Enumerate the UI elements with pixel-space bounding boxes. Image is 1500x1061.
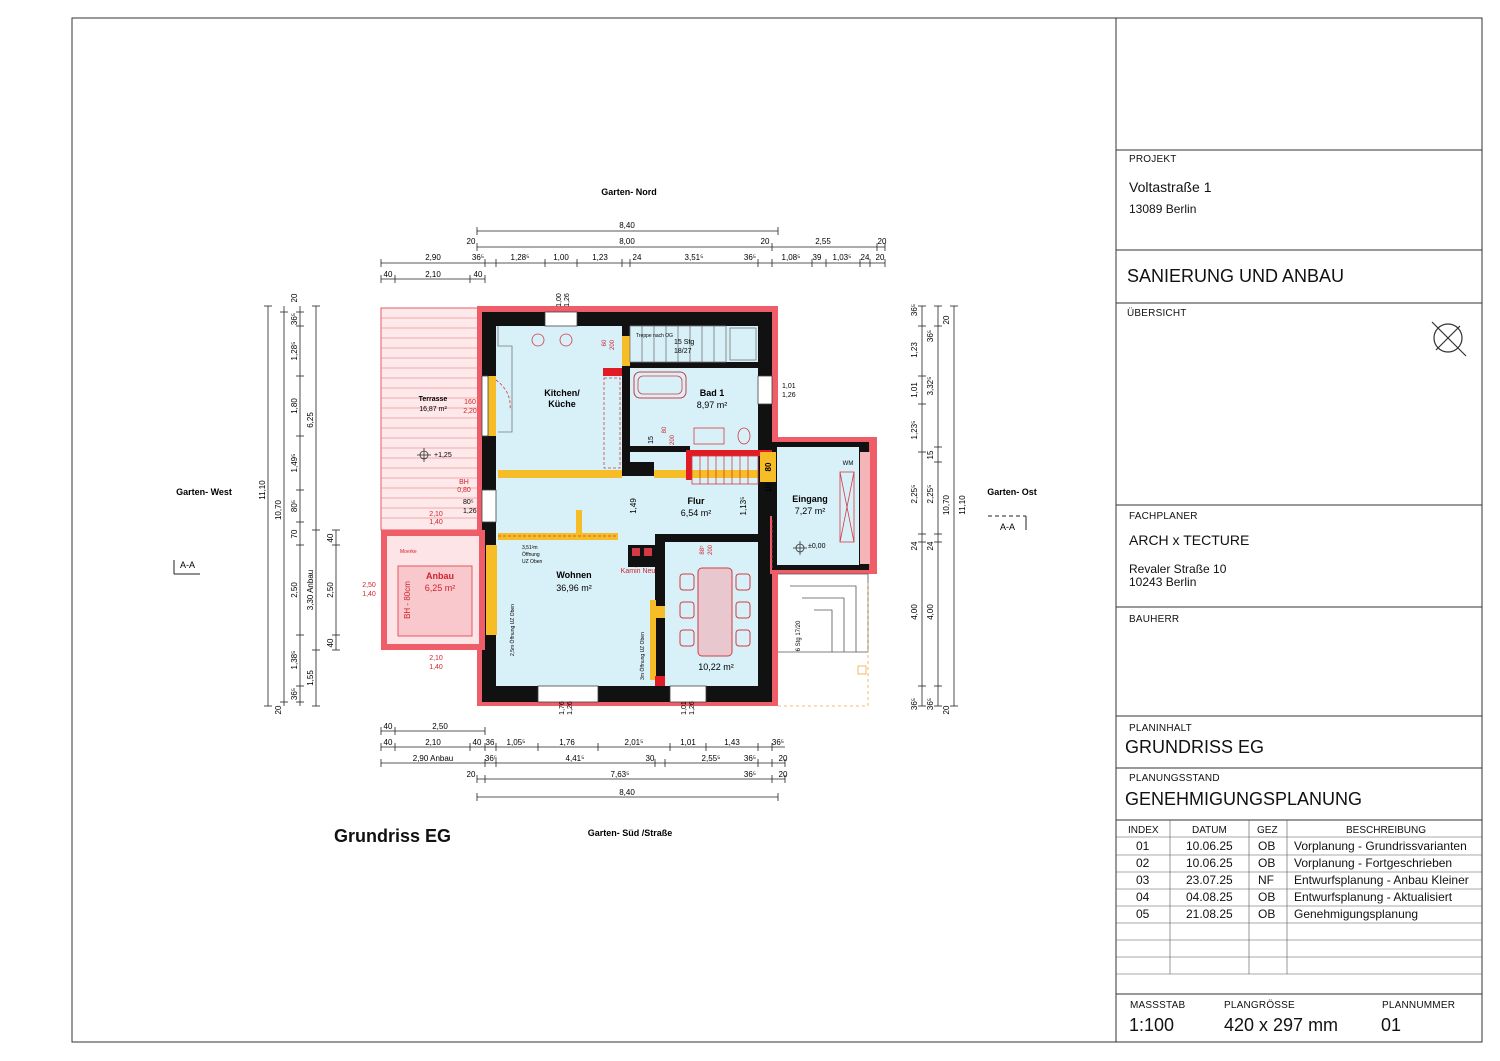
note-bh-anbau: BH - 80cm [403, 581, 412, 619]
dim-top: 24 [860, 253, 870, 262]
dim-right: 4,00 [910, 604, 919, 620]
dim-bottom: 7,63⁵ [610, 770, 630, 779]
window-label: 80 [764, 462, 773, 472]
room-name-bath: Bad 1 [699, 388, 725, 398]
window-label: 1,13⁵ [739, 496, 748, 516]
window-south-1 [538, 686, 598, 702]
room-area-flur: 6,54 m² [680, 508, 712, 518]
window-east [758, 376, 772, 404]
dim-top: 40 [473, 270, 483, 279]
room-area-terrasse: 16,87 m² [419, 406, 447, 413]
room-area-eingang: 7,27 m² [794, 506, 826, 516]
rev-index: 04 [1136, 890, 1150, 904]
dim-bottom: 36⁵ [771, 738, 785, 747]
rev-gez: OB [1258, 839, 1276, 853]
dim-left: 20 [274, 705, 283, 715]
wall-new-flur [654, 470, 758, 478]
dim-left: 36⁵ [290, 687, 299, 701]
vorhaben: SANIERUNG UND ANBAU [1127, 266, 1345, 286]
rev-desc: Vorplanung - Fortgeschrieben [1294, 856, 1453, 870]
window-label: 1,26 [564, 293, 571, 307]
projekt-city: 13089 Berlin [1129, 202, 1197, 216]
wall-new-terrace [488, 376, 496, 436]
dim-right: 20 [942, 705, 951, 715]
rev-gez: OB [1258, 890, 1276, 904]
rev-header-datum: DATUM [1192, 825, 1227, 836]
window-label: 1,40 [429, 664, 443, 671]
dim-right: 2,25⁵ [926, 484, 935, 504]
dim-left: 3,30 Anbau [306, 569, 315, 611]
dim-right: 1,23 [910, 342, 919, 358]
dim-top: 20 [877, 237, 887, 246]
window-label: 200 [670, 434, 676, 446]
dim-right: 2,25⁵ [910, 484, 919, 504]
note-treppe: Treppe nach OG [636, 333, 674, 339]
room-name-kitchen: Kitchen/ [544, 388, 580, 398]
rev-index: 02 [1136, 856, 1150, 870]
note-opening3: 3m Öffnung UZ Oben [640, 632, 646, 680]
planungsstand: GENEHMIGUNGSPLANUNG [1125, 789, 1363, 809]
dim-right: 11,10 [958, 495, 967, 515]
room-area-dining: 10,22 m² [698, 662, 734, 672]
dim-left: 80⁵ [290, 499, 299, 513]
note-smoke: Moerke [400, 549, 417, 555]
dim-left: 1,28⁵ [290, 341, 299, 361]
wall-new-stair [622, 336, 630, 366]
note-stairs-out: 6 Stg 17/20 [796, 620, 802, 652]
rev-desc: Genehmigungsplanung [1294, 907, 1419, 921]
rev-date: 04.08.25 [1186, 890, 1233, 904]
rev-desc: Entwurfsplanung - Aktualisiert [1294, 890, 1453, 904]
wall-bath-bottom [630, 446, 690, 452]
wall-red-accent [686, 450, 692, 480]
dim-top: 8,00 [619, 237, 635, 246]
column [655, 606, 665, 618]
wall-new-kitchen [498, 470, 622, 478]
rev-header-beschreibung: BESCHREIBUNG [1346, 825, 1427, 836]
planinhalt-label: PLANINHALT [1129, 723, 1192, 734]
plannummer-label: PLANNUMMER [1382, 1000, 1456, 1011]
window-west [482, 490, 496, 522]
room-name-terrasse: Terrasse [418, 396, 448, 403]
window-label: 1,00 [556, 293, 563, 307]
plangroesse-label: PLANGRÖSSE [1224, 1000, 1295, 1011]
rev-index: 01 [1136, 839, 1150, 853]
stairs-outside [778, 574, 868, 652]
note-stairs1: 15 Stg [674, 339, 695, 346]
dim-top: 1,08⁵ [781, 253, 801, 262]
wall-red-accent [655, 676, 665, 686]
dim-bottom: 2,01⁵ [624, 738, 644, 747]
window-label: 200 [610, 339, 616, 351]
rev-gez: OB [1258, 907, 1276, 921]
dim-top: 39 [812, 253, 822, 262]
window-label: 1,26 [689, 701, 696, 715]
dim-bottom: 36⁵ [743, 754, 757, 763]
dim-top: 20 [760, 237, 770, 246]
window-label: 1,01 [782, 383, 796, 390]
window-north [545, 312, 577, 326]
dim-top: 36⁵ [471, 253, 485, 262]
window-label: 2,20 [463, 408, 477, 415]
dim-bottom: 2,90 Anbau [412, 754, 454, 763]
dim-right: 20 [942, 315, 951, 325]
dim-left: 1,49⁵ [290, 453, 299, 473]
window-label: 1,40 [362, 591, 376, 598]
window-label: 1,49 [629, 498, 638, 514]
massstab: 1:100 [1129, 1015, 1175, 1035]
dim-bottom: 1,05⁵ [506, 738, 526, 747]
dim-left: 11,10 [258, 480, 267, 500]
dim-bottom: 40 [383, 738, 393, 747]
dim-right: 36⁵ [926, 697, 935, 711]
rev-index: 05 [1136, 907, 1150, 921]
dim-right: 4,00 [926, 604, 935, 620]
window-label: 15 [648, 436, 655, 444]
dining-table [698, 568, 732, 656]
note-stairs2: 18/27 [674, 348, 692, 355]
door-terrace [482, 376, 488, 436]
label-north: Garten- Nord [601, 187, 657, 197]
dim-left: 6,25 [306, 412, 315, 428]
marker [858, 666, 866, 674]
dim-bottom: 30 [645, 754, 655, 763]
dim-left: 2,50 [290, 582, 299, 598]
planinhalt: GRUNDRISS EG [1125, 737, 1265, 757]
dim-top: 24 [632, 253, 642, 262]
dim-top: 1,00 [553, 253, 569, 262]
window-south-2 [670, 686, 706, 702]
note-wm: WM [842, 461, 854, 467]
rev-date: 10.06.25 [1186, 839, 1233, 853]
window-label: 88⁵ [700, 545, 706, 555]
note-opening2: 2,5m Öffnung UZ Oben [510, 604, 516, 656]
dim-right: 24 [910, 541, 919, 551]
dim-bottom: 1,76 [559, 738, 575, 747]
dim-right: 36⁵ [910, 697, 919, 711]
dim-left: 2,50 [326, 582, 335, 598]
dim-bottom: 20 [778, 770, 788, 779]
kamin-detail [644, 548, 652, 556]
rev-gez: NF [1258, 873, 1274, 887]
dim-left: 40 [326, 638, 335, 648]
room-name-wohnen: Wohnen [556, 570, 592, 580]
wall-bath-top [622, 362, 758, 368]
note-opening1: 3,51²m [522, 545, 538, 551]
rev-date: 23.07.25 [1186, 873, 1233, 887]
outline-dashed [778, 580, 868, 706]
dim-right: 36⁵ [910, 303, 919, 317]
dim-bottom: 20 [778, 754, 788, 763]
dim-left: 1,38⁵ [290, 650, 299, 670]
dim-top: 3,51⁵ [684, 253, 704, 262]
window-label: 2,10 [429, 511, 443, 518]
dim-bottom: 2,50 [432, 722, 448, 731]
dim-left: 1,55 [306, 670, 315, 686]
plangroesse: 420 x 297 mm [1224, 1015, 1339, 1035]
window-label: 60 [602, 339, 608, 347]
dim-left: 70 [290, 529, 299, 539]
dim-right: 15 [926, 450, 935, 460]
room-name-eingang: Eingang [792, 494, 828, 504]
dim-bottom: 20 [466, 770, 476, 779]
label-east: Garten- Ost [987, 487, 1037, 497]
wall-new-anbau [486, 545, 497, 635]
rev-gez: OB [1258, 856, 1276, 870]
dim-left: 36⁵ [290, 312, 299, 326]
window-label: 2,50 [362, 582, 376, 589]
section-label: A-A [180, 560, 196, 570]
note-level-terrace: +1,25 [434, 452, 452, 459]
label-west: Garten- West [176, 487, 232, 497]
rev-header-index: INDEX [1128, 825, 1159, 836]
dim-bottom: 2,10 [425, 738, 441, 747]
dim-top-total: 8,40 [619, 221, 635, 230]
dim-top: 20 [875, 253, 885, 262]
dim-left: 20 [290, 293, 299, 303]
wall-new-stub [576, 510, 582, 536]
window-label: 80⁵ [463, 499, 474, 506]
projekt-label: PROJEKT [1129, 154, 1177, 165]
dim-bottom-total: 8,40 [619, 788, 635, 797]
dim-left: 10,70 [274, 499, 283, 521]
note-kamin: Kamin Neu [620, 568, 656, 575]
note-opening1c: UZ Oben [522, 559, 543, 565]
dim-left: 1,80 [290, 398, 299, 414]
dim-top: 20 [466, 237, 476, 246]
dim-top: 36⁵ [743, 253, 757, 262]
wall-dining-top [655, 534, 758, 542]
dim-right: 24 [926, 541, 935, 551]
dim-top: 1,28⁵ [510, 253, 530, 262]
plannummer: 01 [1381, 1015, 1402, 1035]
dim-top: 40 [383, 270, 393, 279]
dim-right: 1,01 [910, 382, 919, 398]
dim-left: 40 [326, 533, 335, 543]
window-label: 1,26 [782, 392, 796, 399]
room-area-bath: 8,97 m² [696, 400, 728, 410]
uebersicht-label: ÜBERSICHT [1127, 308, 1187, 319]
fachplaner-city: 10243 Berlin [1129, 575, 1197, 589]
section-label: A-A [1000, 522, 1016, 532]
wall-new-living [498, 533, 618, 540]
room-area-wohnen: 36,96 m² [556, 583, 592, 593]
dim-top: 1,03⁵ [832, 253, 852, 262]
note-bh-val: 0,80 [457, 487, 471, 494]
window-label: 1,01 [681, 701, 688, 715]
fachplaner-label: FACHPLANER [1129, 511, 1198, 522]
dim-right: 3,32⁵ [926, 376, 935, 396]
terrace [381, 308, 481, 530]
note-opening1b: Öffnung [522, 552, 540, 558]
dim-top: 2,55 [815, 237, 831, 246]
window-label: 1,26 [567, 701, 574, 715]
dim-bottom: 1,43 [724, 738, 740, 747]
dim-top: 2,90 [425, 253, 441, 262]
drawing-title: Grundriss EG [334, 826, 452, 846]
dim-bottom: 2,55⁵ [701, 754, 721, 763]
window-label: 1,40 [429, 519, 443, 526]
dim-bottom: 36 [485, 738, 495, 747]
projekt-address: Voltastraße 1 [1129, 179, 1212, 195]
wall-red-accent [686, 450, 772, 456]
planungsstand-label: PLANUNGSSTAND [1129, 773, 1220, 784]
dim-bottom: 4,41⁵ [565, 754, 585, 763]
window-label: 160 [464, 399, 476, 406]
dim-right: 1,23⁵ [910, 420, 919, 440]
room-name-anbau: Anbau [426, 571, 454, 581]
title-block [1116, 18, 1482, 1042]
rev-date: 10.06.25 [1186, 856, 1233, 870]
dim-bottom: 36⁵ [484, 754, 498, 763]
rev-desc: Vorplanung - Grundrissvarianten [1294, 839, 1467, 853]
rev-date: 21.08.25 [1186, 907, 1233, 921]
bauherr-label: BAUHERR [1129, 614, 1180, 625]
room-area-anbau: 6,25 m² [424, 583, 456, 593]
note-level-entry: ±0,00 [808, 543, 826, 550]
dim-bottom: 40 [472, 738, 482, 747]
window-label: 10 [764, 483, 773, 493]
dim-right: 10,70 [942, 494, 951, 516]
dim-top: 1,23 [592, 253, 608, 262]
window-label: 80 [662, 426, 668, 434]
window-label: 2,10 [429, 655, 443, 662]
dim-bottom: 1,01 [680, 738, 696, 747]
rev-header-gez: GEZ [1257, 825, 1278, 836]
room-name-kitchen-2: Küche [548, 399, 576, 409]
note-bh: BH [459, 479, 469, 486]
rev-desc: Entwurfsplanung - Anbau Kleiner [1294, 873, 1469, 887]
kamin-detail [632, 548, 640, 556]
dim-bottom: 36⁵ [743, 770, 757, 779]
stair-pier [628, 462, 654, 476]
label-south: Garten- Süd /Straße [587, 828, 673, 838]
dim-right: 36⁵ [926, 329, 935, 343]
dim-bottom: 40 [383, 722, 393, 731]
entrance-window [860, 452, 870, 564]
fachplaner-address: Revaler Straße 10 [1129, 562, 1227, 576]
room-name-flur: Flur [687, 496, 705, 506]
window-label: 1,26 [463, 508, 477, 515]
fachplaner-name: ARCH x TECTURE [1129, 532, 1250, 548]
massstab-label: MASSSTAB [1130, 1000, 1186, 1011]
rev-index: 03 [1136, 873, 1150, 887]
window-label: 1,76 [559, 701, 566, 715]
dim-top: 2,10 [425, 270, 441, 279]
wall-red-accent [603, 368, 622, 376]
window-label: 200 [708, 544, 714, 556]
